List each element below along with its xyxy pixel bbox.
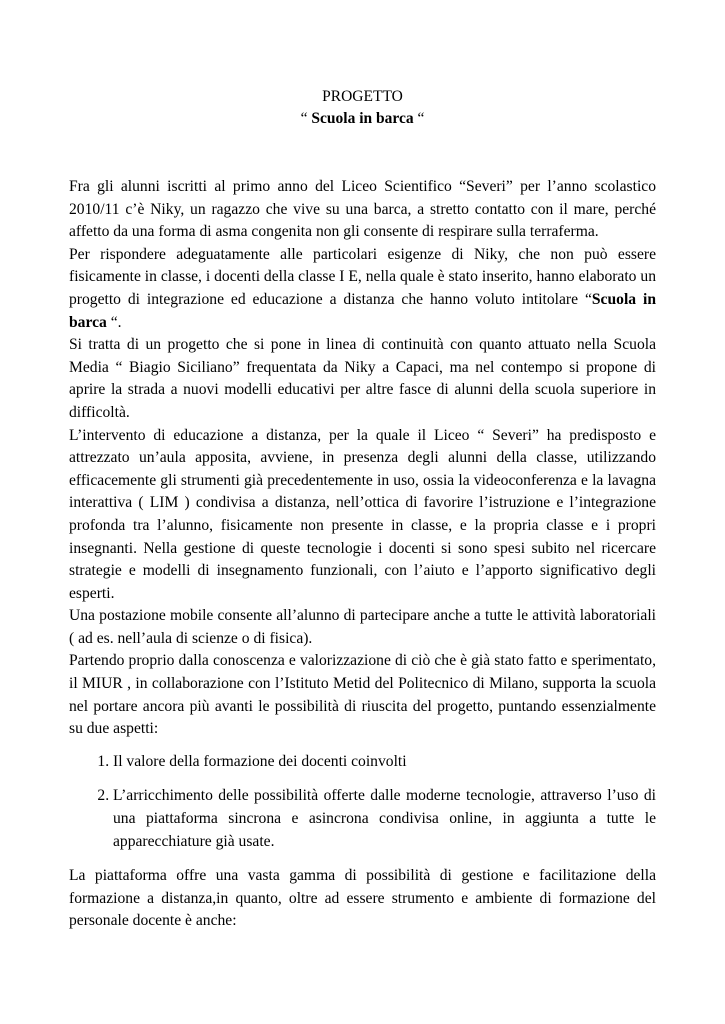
- paragraph-project-text: Per rispondere adeguatamente alle particolari esigenze di Niky, che non può essere fisicamente in classe, i docenti della classe I E, nella quale è stato inserito, hanno elaborato un progetto di integrazione ed educazione a distanza che hanno voluto intitolare “: [69, 245, 656, 308]
- subtitle-close-quote: “: [413, 110, 425, 127]
- paragraph-platform: La piattaforma offre una vasta gamma di possibilità di gestione e facilitazione della formazione a distanza,in quanto, oltre ad essere strumento e ambiente di formazione del personale docente è anche:: [69, 867, 656, 930]
- project-name: [0, 108, 725, 130]
- paragraph-intro: Fra gli alunni iscritti al primo anno del Liceo Scientifico “Severi” per l’anno scolastico 2010/11 c’è Niky, un ragazzo che vive su una barca, a stretto contatto con il mare, perché affetto da una forma di asma congenita non gli consente di respirare sulla terraferma.: [69, 178, 656, 241]
- list-item: 2. L’arricchimento delle possibilità offerte dalle moderne tecnologie, attraverso l’uso di una piattaforma sincrona e asincrona condivisa online, in aggiunta a tutte le apparecchiature già usate.: [113, 785, 656, 853]
- paragraph-project-bold: Scuola in barca: [69, 290, 656, 331]
- subtitle-open-quote: “: [300, 110, 312, 127]
- aspects-list: [69, 751, 656, 853]
- paragraph-project-end: “.: [106, 313, 122, 331]
- paragraph-continuity: Si tratta di un progetto che si pone in linea di continuità con quanto attuato nella Scuola Media “ Biagio Siciliano” frequentata da Niky a Capaci, ma nel contempo si propone di aprire la strada a nuovi modelli educativi per altre fasce di alunni della scuola superiore in difficoltà.: [69, 336, 656, 421]
- paragraph-project: [69, 244, 656, 334]
- paragraph-intervention: L’intervento di educazione a distanza, per la quale il Liceo “ Severi” ha predisposto e attrezzato un’aula apposita, avviene, in presenza degli alunni della classe, utilizzando efficacemente gli strumenti già precedentemente in uso, ossia la videoconferenza e la lavagna interattiva ( LIM ) condivisa a distanza, nell’ottica di favorire l’istruzione e l’integrazione profonda tra l’alunno, fisicamente non presente in classe, e la propria classe e i propri insegnanti. Nella gestione di queste tecnologie i docenti si sono spesi subito nel ricercare strategie e modelli di insegnamento funzionali, con l’aiuto e l’apporto significativo degli esperti.: [69, 426, 656, 602]
- paragraph-miur: Partendo proprio dalla conoscenza e valorizzazione di ciò che è già stato fatto e sperimentato, il MIUR , in collaborazione con l’Istituto Metid del Politecnico di Milano, supporta la scuola nel portare ancora più avanti le possibilità di riuscita del progetto, puntando essenzialmente su due aspetti:: [69, 652, 656, 738]
- document-body: [69, 176, 656, 933]
- document-title: PROGETTO: [322, 88, 403, 105]
- document-header: [0, 86, 725, 130]
- paragraph-mobile-station: Una postazione mobile consente all’alunno di partecipare anche a tutte le attività laboratoriali ( ad es. nell’aula di scienze o di fisica).: [69, 607, 656, 647]
- project-name-bold: Scuola in barca: [311, 110, 414, 127]
- list-item: 1. Il valore della formazione dei docenti coinvolti: [113, 751, 656, 774]
